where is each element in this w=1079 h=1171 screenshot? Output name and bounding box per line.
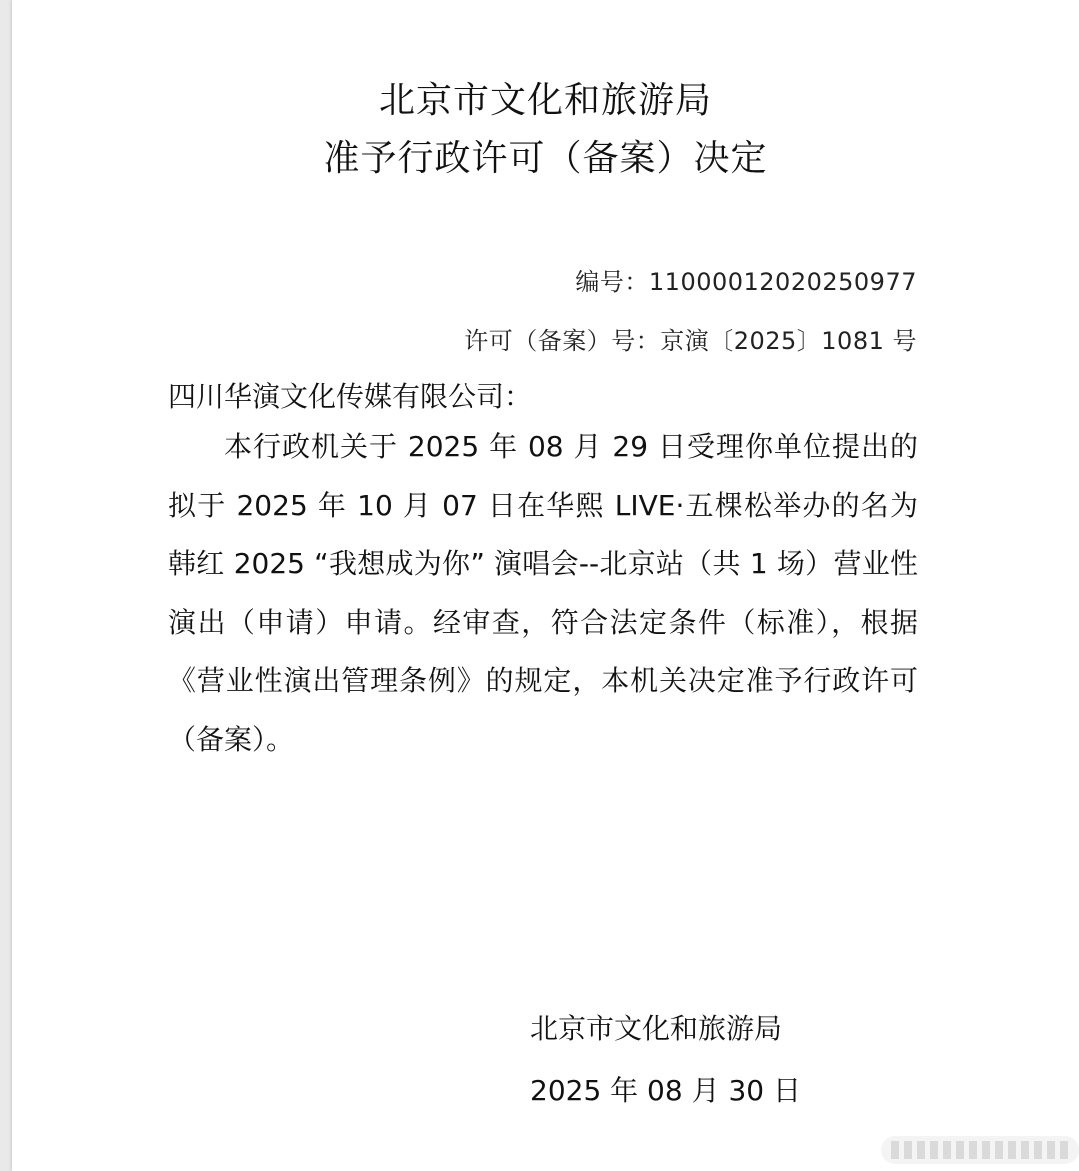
- document-number: 编号：11000012020250977: [575, 268, 917, 296]
- document-page: [12, 0, 1079, 1171]
- document-title: [12, 72, 1079, 188]
- signature-date: 2025 年 08 月 30 日: [530, 1074, 802, 1107]
- signature-block: [530, 1007, 801, 1109]
- decision-body: 本行政机关于 2025 年 08 月 29 日受理你单位提出的拟于 2025 年 10 月 07 日在华熙 LIVE·五棵松举办的名为韩红 2025 “我想成为你” 演唱会--北京站（共 1 场）营业性演出（申请）申请。经审查，符合法定条件（标准），根据《营业性演出管理条例》的规定，本机关决定准予行政许可（备案）。: [168, 430, 918, 756]
- addressee: 四川华演文化传媒有限公司：: [168, 380, 533, 413]
- title-decision: 准予行政许可（备案）决定: [323, 138, 768, 179]
- blurred-watermark: [881, 1136, 1079, 1164]
- permit-number: 许可（备案）号：京演〔2025〕1081 号: [464, 327, 917, 355]
- title-issuer: 北京市文化和旅游局: [378, 80, 712, 121]
- signature-organization: 北京市文化和旅游局: [530, 1012, 783, 1045]
